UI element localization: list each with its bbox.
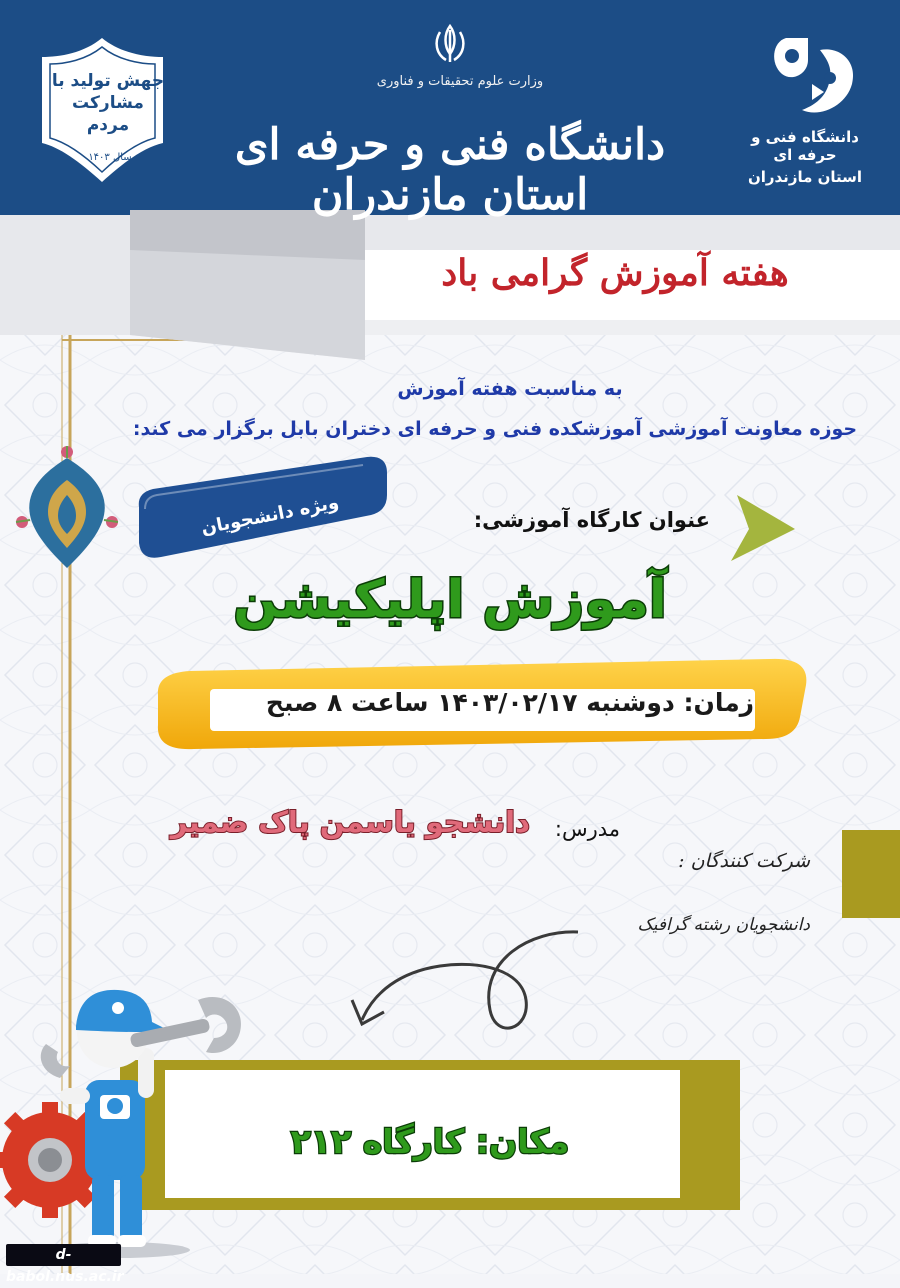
ministry-name: وزارت علوم تحقیقات و فناوری	[376, 74, 544, 89]
participants-value: دانشجویان رشته گرافیک	[637, 915, 810, 935]
accent-block	[842, 830, 900, 918]
ribbon-title: هفته آموزش گرامی باد	[441, 252, 789, 294]
persian-ornament-icon	[8, 440, 126, 580]
logo-caption-line2: استان مازندران	[747, 168, 863, 186]
badge-label: ویژه دانشجویان	[199, 491, 341, 540]
iran-emblem-icon	[430, 22, 470, 66]
triangle-pointer-icon	[725, 493, 797, 563]
instructor-label: مدرس:	[554, 817, 620, 841]
event-datetime: زمان: دوشنبه ۱۴۰۳/۰۲/۱۷ ساعت ۸ صبح	[265, 688, 755, 717]
workshop-title: آموزش اپلیکیشن	[233, 570, 667, 630]
slogan-year: سال ۱۴۰۳	[88, 152, 132, 163]
slogan-text: جهش تولید با مشارکت مردم	[51, 71, 165, 135]
participants-label: شرکت کنندگان :	[678, 850, 810, 872]
instructor-name: دانشجو یاسمن پاک ضمیر	[170, 805, 530, 839]
location-text: مکان: کارگاه ۲۱۲	[290, 1122, 570, 1161]
host-line: حوزه معاونت آموزشی آموزشکده فنی و حرفه ای دختران بابل برگزار می کند:	[132, 418, 858, 440]
occasion-line: به مناسبت هفته آموزش	[397, 378, 623, 400]
curved-arrow-icon	[330, 920, 590, 1050]
mechanic-mascot-icon	[0, 960, 250, 1260]
workshop-label: عنوان کارگاه آموزشی:	[473, 508, 710, 532]
university-logo-icon	[768, 30, 860, 126]
logo-caption-line1: دانشگاه فنی و حرفه ای	[751, 128, 859, 164]
university-title: دانشگاه فنی و حرفه ای استان مازندران	[234, 120, 666, 220]
site-watermark: d-babol.nus.ac.ir	[6, 1244, 121, 1266]
